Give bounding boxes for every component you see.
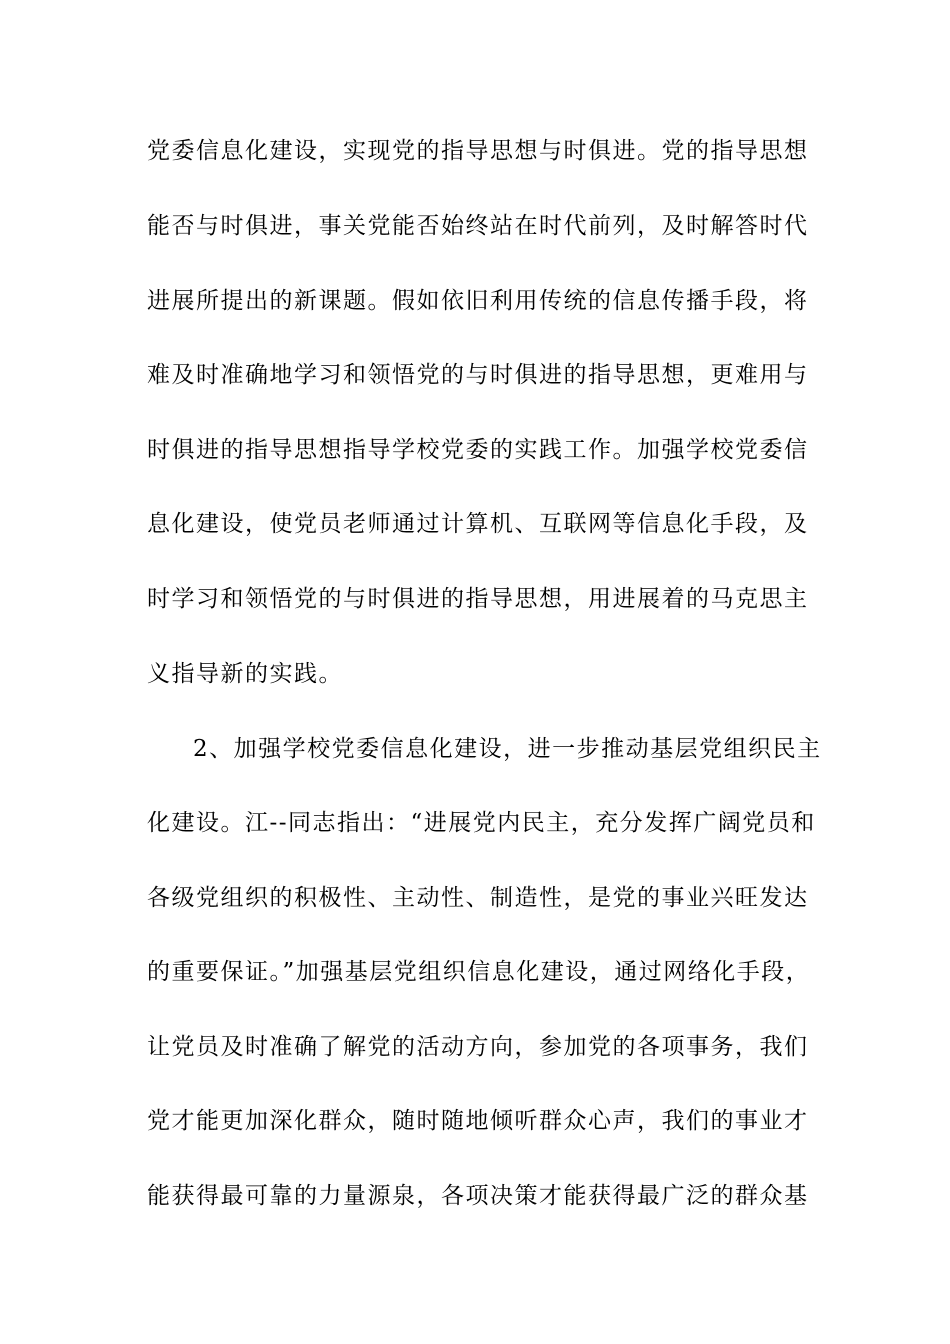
paragraph2-line-4: 的重要保证。”加强基层党组织信息化建设，通过网络化手段， xyxy=(147,959,811,985)
paragraph2-line-7: 能获得最可靠的力量源泉，各项决策才能获得最广泛的群众基 xyxy=(147,1183,809,1209)
paragraph-line-3: 进展所提出的新课题。假如依旧利用传统的信息传播手段，将 xyxy=(147,288,809,314)
paragraph-line-8: 义指导新的实践。 xyxy=(147,661,343,687)
paragraph-line-1: 党委信息化建设，实现党的指导思想与时俱进。党的指导思想 xyxy=(147,138,809,164)
paragraph2-line-5: 让党员及时准确了解党的活动方向，参加党的各项事务，我们 xyxy=(147,1034,809,1060)
paragraph-line-2: 能否与时俱进，事关党能否始终站在时代前列，及时解答时代 xyxy=(147,213,809,239)
paragraph2-line-1: 2、加强学校党委信息化建设，进一步推动基层党组织民主 xyxy=(193,736,822,762)
paragraph-line-7: 时学习和领悟党的与时俱进的指导思想，用进展着的马克思主 xyxy=(147,586,809,612)
paragraph-line-5: 时俱进的指导思想指导学校党委的实践工作。加强学校党委信 xyxy=(147,437,809,463)
paragraph-line-6: 息化建设，使党员老师通过计算机、互联网等信息化手段，及 xyxy=(147,511,809,537)
paragraph2-line-3: 各级党组织的积极性、主动性、制造性，是党的事业兴旺发达 xyxy=(147,885,809,911)
paragraph2-line-6: 党才能更加深化群众，随时随地倾听群众心声，我们的事业才 xyxy=(147,1108,809,1134)
paragraph2-line-2: 化建设。江--同志指出：“进展党内民主，充分发挥广阔党员和 xyxy=(147,810,816,836)
paragraph-line-4: 难及时准确地学习和领悟党的与时俱进的指导思想，更难用与 xyxy=(147,362,809,388)
